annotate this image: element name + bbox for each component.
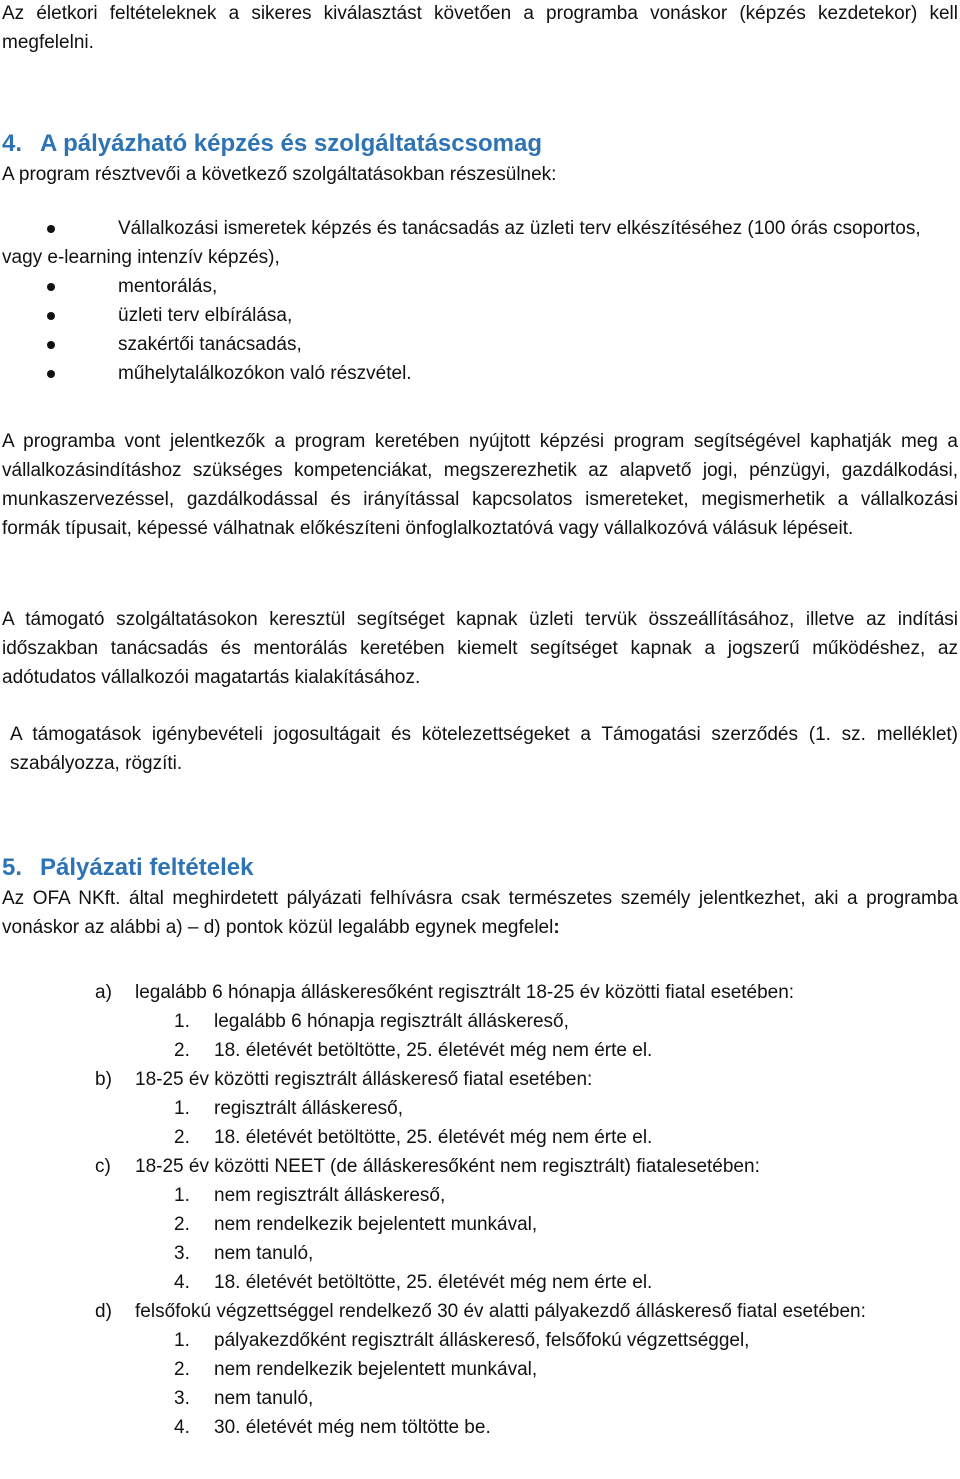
- condition-sublist: [135, 1007, 958, 1065]
- list-item: műhelytalálkozókon való részvétel.: [2, 359, 958, 388]
- item-text: nem rendelkezik bejelentett munkával,: [214, 1214, 538, 1235]
- paragraph-2-block: [2, 605, 958, 692]
- paragraph-2: A támogató szolgáltatásokon keresztül segítséget kapnak üzleti tervük összeállításához, illetve az indítási időszakban tanácsadás és mentorálás keretében kiemelt segítséget kapnak a jogszerű működéshez, az adótudatos vállalkozói magatartás kialakításához.: [2, 609, 958, 688]
- item-number: 1.: [174, 1185, 190, 1206]
- condition-sublist: [135, 1181, 958, 1297]
- paragraph-3: A támogatások igénybevételi jogosultágait és kötelezettségeket a Támogatási szerződés (1. sz. melléklet) szabályozza, rögzíti.: [10, 724, 958, 774]
- list-item: [2, 1210, 958, 1239]
- condition-sublist: [135, 1326, 958, 1442]
- item-number: 3.: [174, 1388, 190, 1409]
- paragraph-1: A programba vont jelentkezők a program keretében nyújtott képzési program segítségével kaphatják meg a vállalkozásindításhoz szükséges kompetenciákat, megszerezhetik az alapvető jogi, pénzügyi, gazdálkodási, munkaszervezéssel, gazdálkodással és irányítással kapcsolatos ismereteket, megismerhetik a vállalkozási formák típusait, képessé válhatnak előkészíteni önfoglalkoztatóvá vagy vállalkozóvá válásuk lépéseit.: [2, 431, 958, 539]
- services-list: [2, 214, 958, 388]
- list-item: üzleti terv elbírálása,: [2, 301, 958, 330]
- list-item: [2, 1355, 958, 1384]
- list-item: Vállalkozási ismeretek képzés és tanácsadás az üzleti terv elkészítéséhez (100 órás csoportos, vagy e-learning intenzív képzés),: [2, 214, 958, 272]
- item-text: 30. életévét még nem töltötte be.: [214, 1417, 491, 1438]
- section-4-heading: [2, 128, 958, 160]
- item-text: regisztrált álláskereső,: [214, 1098, 404, 1119]
- paragraph-3-block: [10, 720, 958, 778]
- condition-label: d): [95, 1301, 112, 1322]
- item-text: 18. életévét betöltötte, 25. életévét még nem érte el.: [214, 1127, 653, 1148]
- condition-b: [2, 1065, 958, 1152]
- condition-text: felsőfokú végzettséggel rendelkező 30 év alatti pályakezdő álláskereső fiatal esetében:: [135, 1301, 866, 1322]
- condition-a: [2, 978, 958, 1065]
- conditions-list: [2, 978, 958, 1442]
- item-number: 1.: [174, 1330, 190, 1351]
- section-4-lead: A program résztvevői a következő szolgáltatásokban részesülnek:: [2, 164, 557, 185]
- condition-d: [2, 1297, 958, 1442]
- item-number: 1.: [174, 1011, 190, 1032]
- condition-c: [2, 1152, 958, 1297]
- services-list-block: [2, 214, 958, 388]
- item-text: nem rendelkezik bejelentett munkával,: [214, 1359, 538, 1380]
- condition-label: b): [95, 1069, 112, 1090]
- item-number: 4.: [174, 1417, 190, 1438]
- list-item: [2, 1326, 958, 1355]
- condition-text: legalább 6 hónapja álláskeresőként regisztrált 18-25 év közötti fiatal esetében:: [135, 982, 795, 1003]
- list-item: szakértői tanácsadás,: [2, 330, 958, 359]
- section-4-number: 4.: [2, 130, 23, 157]
- item-number: 3.: [174, 1243, 190, 1264]
- list-item: [2, 1268, 958, 1297]
- condition-text: 18-25 év közötti regisztrált álláskereső fiatal esetében:: [135, 1069, 593, 1090]
- section-5-number: 5.: [2, 854, 23, 881]
- intro-paragraph: Az életkori feltételeknek a sikeres kiválasztást követően a programba vonáskor (képzés kezdetekor) kell megfelelni.: [2, 3, 958, 53]
- list-item: [2, 1036, 958, 1065]
- item-text: nem regisztrált álláskereső,: [214, 1185, 446, 1206]
- item-number: 1.: [174, 1098, 190, 1119]
- list-item: [2, 1239, 958, 1268]
- item-number: 2.: [174, 1040, 190, 1061]
- section-5-heading: [2, 852, 958, 884]
- section-5-lead: [2, 884, 958, 942]
- item-text: pályakezdőként regisztrált álláskereső, felsőfokú végzettséggel,: [214, 1330, 750, 1351]
- item-number: 4.: [174, 1272, 190, 1293]
- list-item: [2, 1123, 958, 1152]
- section-5-title: Pályázati feltételek: [40, 854, 254, 881]
- paragraph-1-block: [2, 427, 958, 543]
- section-4-title: A pályázható képzés és szolgáltatáscsomag: [40, 130, 542, 157]
- item-number: 2.: [174, 1214, 190, 1235]
- item-number: 2.: [174, 1359, 190, 1380]
- section-4: [2, 128, 958, 189]
- section-5: [2, 852, 958, 942]
- condition-label: c): [95, 1156, 111, 1177]
- condition-label: a): [95, 982, 112, 1003]
- item-text: nem tanuló,: [214, 1388, 314, 1409]
- list-item: [2, 1181, 958, 1210]
- section-5-lead-colon: :: [553, 917, 560, 938]
- conditions-block: [2, 978, 958, 1442]
- item-text: 18. életévét betöltötte, 25. életévét még nem érte el.: [214, 1272, 653, 1293]
- condition-text: 18-25 év közötti NEET (de álláskeresőként nem regisztrált) fiatalesetében:: [135, 1156, 760, 1177]
- item-text: 18. életévét betöltötte, 25. életévét még nem érte el.: [214, 1040, 653, 1061]
- list-item: mentorálás,: [2, 272, 958, 301]
- condition-sublist: [135, 1094, 958, 1152]
- intro-block: [2, 0, 958, 57]
- section-5-lead-text: Az OFA NKft. által meghirdetett pályázati felhívásra csak természetes személy jelentkezhet, aki a programba vonáskor az alábbi a) – d) pontok közül legalább egynek megfelel: [2, 888, 958, 938]
- item-number: 2.: [174, 1127, 190, 1148]
- list-item: [2, 1094, 958, 1123]
- list-item: [2, 1007, 958, 1036]
- item-text: nem tanuló,: [214, 1243, 314, 1264]
- list-item: [2, 1413, 958, 1442]
- item-text: legalább 6 hónapja regisztrált álláskereső,: [214, 1011, 569, 1032]
- list-item: [2, 1384, 958, 1413]
